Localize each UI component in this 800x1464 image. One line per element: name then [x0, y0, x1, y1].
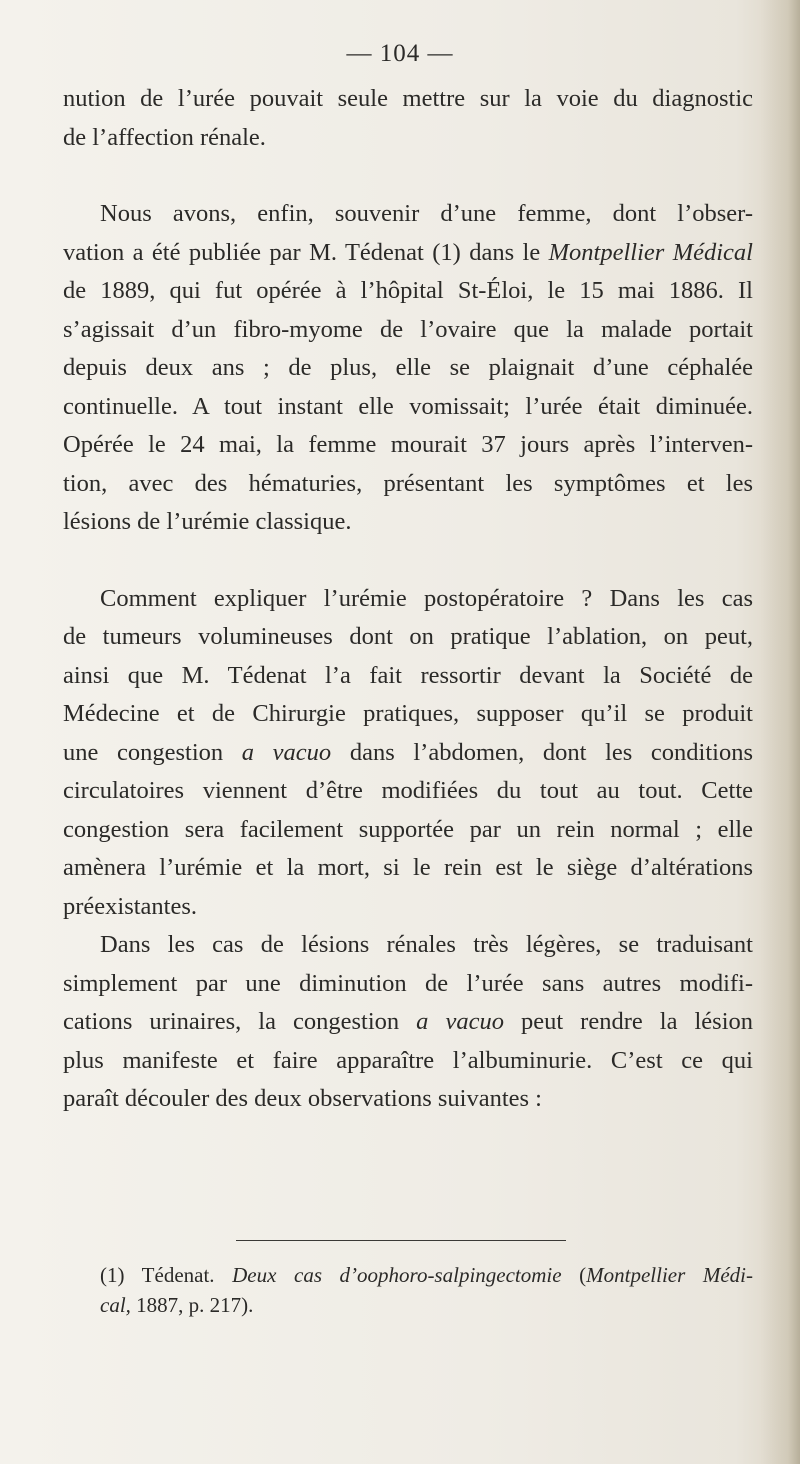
text-line: Médecine et de Chirurgie pratiques, supposer qu’il se produit	[63, 700, 753, 727]
text-span: vation a été publiée par M. Tédenat (1) dans le	[63, 238, 549, 266]
text-line: s’agissait d’un fibro-myome de l’ovaire que la malade portait	[63, 315, 753, 343]
text-span: 1887, p. 217).	[130, 1293, 254, 1317]
latin-phrase: a vacuo	[416, 1008, 504, 1035]
text-line: congestion sera facilement supportée par un rein normal ; elle	[63, 815, 753, 843]
text-span: peut rendre la lésion	[503, 1008, 754, 1035]
footnote-journal: Montpellier Médi-	[586, 1263, 753, 1287]
text-line: circulatoires viennent d’être modifiées du tout au tout. Cette	[63, 777, 753, 804]
text-line: Nous avons, enfin, souvenir d’une femme, dont l’obser-	[100, 200, 753, 227]
text-span: une congestion	[63, 738, 242, 766]
text-line: lésions de l’urémie classique.	[63, 508, 352, 535]
footnote-work-title: Deux cas d’oophoro-salpingectomie	[232, 1263, 562, 1287]
text-line: depuis deux ans ; de plus, elle se plaignait d’une céphalée	[63, 354, 753, 381]
text-line: continuelle. A tout instant elle vomissait; l’urée était diminuée.	[63, 392, 753, 420]
text-line: simplement par une diminution de l’urée sans autres modifi-	[63, 969, 753, 997]
page-edge-shadow	[760, 0, 800, 1464]
text-line	[63, 734, 753, 773]
paragraph-4	[63, 926, 753, 1119]
text-line: nution de l’urée pouvait seule mettre sur la voie du diagnostic	[63, 85, 753, 112]
text-span: (	[561, 1263, 587, 1287]
text-line: amènera l’urémie et la mort, si le rein est le siège d’altérations	[63, 854, 753, 881]
text-line: Dans les cas de lésions rénales très légères, se traduisant	[100, 931, 753, 958]
text-line: paraît découler des deux observations suivantes :	[63, 1085, 542, 1112]
text-line	[63, 1003, 753, 1042]
text-line: Comment expliquer l’urémie postopératoire ? Dans les cas	[100, 584, 753, 612]
footnote-line	[100, 1260, 753, 1290]
paragraph-2	[63, 195, 753, 542]
text-line: de tumeurs volumineuses dont on pratique l’ablation, on peut,	[63, 623, 753, 650]
text-line	[63, 234, 753, 273]
paragraph-3	[63, 580, 753, 927]
text-span: cations urinaires, la congestion	[63, 1008, 417, 1035]
footnote-line	[100, 1290, 753, 1320]
latin-phrase: a vacuo	[241, 738, 332, 766]
page-number: — 104 —	[346, 40, 454, 67]
text-line: plus manifeste et faire apparaître l’albuminurie. C’est ce qui	[63, 1046, 753, 1074]
paragraph-1	[63, 80, 753, 157]
journal-title: Montpellier Médical	[548, 238, 753, 266]
footnote-divider	[236, 1240, 566, 1241]
text-span: dans l’abdomen, dont les conditions	[331, 738, 753, 766]
text-line: préexistantes.	[63, 892, 198, 920]
footnote	[100, 1260, 753, 1320]
footnote-marker: (1) Tédenat.	[100, 1263, 233, 1287]
text-line: de 1889, qui fut opérée à l’hôpital St-Éloi, le 15 mai 1886. Il	[63, 277, 753, 304]
text-line: tion, avec des hématuries, présentant les symptômes et les	[63, 469, 753, 497]
text-line: ainsi que M. Tédenat l’a fait ressortir devant la Société de	[63, 661, 753, 689]
footnote-journal: cal,	[100, 1293, 131, 1317]
body-text	[63, 80, 753, 1119]
text-line: Opérée le 24 mai, la femme mourait 37 jours après l’interven-	[63, 431, 753, 458]
text-line: de l’affection rénale.	[63, 123, 266, 151]
